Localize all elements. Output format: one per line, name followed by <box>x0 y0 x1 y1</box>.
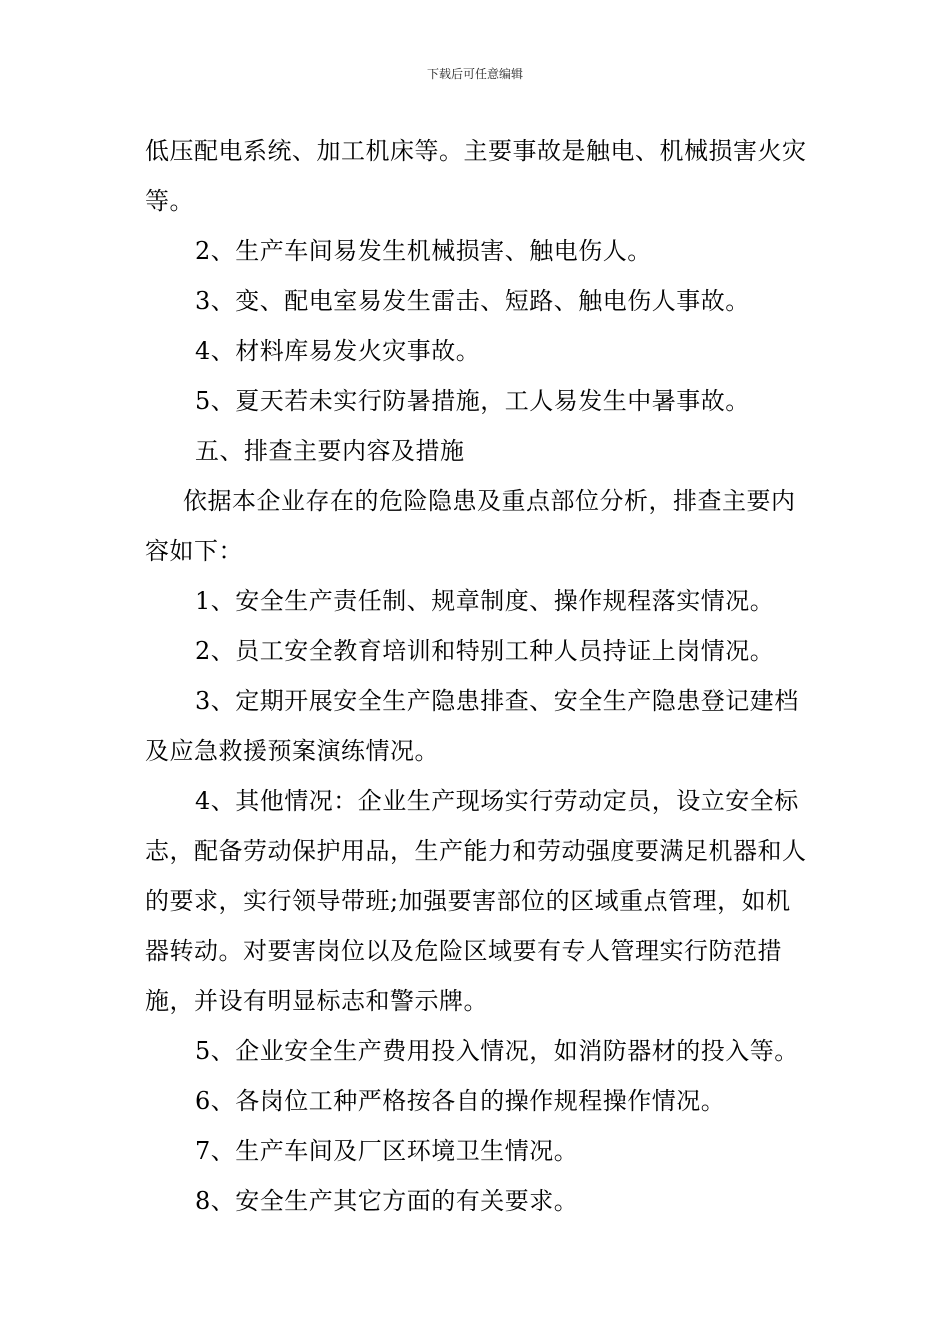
paragraph-check-1: 1、安全生产责任制、规章制度、操作规程落实情况。 <box>195 587 775 615</box>
paragraph-check-6: 6、各岗位工种严格按各自的操作规程操作情况。 <box>195 1087 726 1115</box>
paragraph-check-3: 3、定期开展安全生产隐患排查、安全生产隐患登记建档及应急救援预案演练情况。 <box>145 687 799 765</box>
paragraph-item-3: 3、变、配电室易发生雷击、短路、触电伤人事故。 <box>195 287 750 315</box>
paragraph-check-5: 5、企业安全生产费用投入情况，如消防器材的投入等。 <box>195 1037 799 1065</box>
paragraph-item-2: 2、生产车间易发生机械损害、触电伤人。 <box>195 237 652 265</box>
paragraph-item-4: 4、材料库易发火灾事故。 <box>195 337 481 365</box>
document-body <box>145 126 810 1226</box>
section-heading-five: 五、排查主要内容及措施 <box>195 437 465 465</box>
header-note: 下载后可任意编辑 <box>426 67 523 81</box>
paragraph-check-7: 7、生产车间及厂区环境卫生情况。 <box>195 1137 579 1165</box>
paragraph-check-8: 8、安全生产其它方面的有关要求。 <box>195 1187 579 1215</box>
paragraph-check-2: 2、员工安全教育培训和特别工种人员持证上岗情况。 <box>195 637 775 665</box>
paragraph-section-intro: 依据本企业存在的危险隐患及重点部位分析，排查主要内容如下： <box>145 487 796 565</box>
paragraph-item-5: 5、夏天若未实行防暑措施，工人易发生中暑事故。 <box>195 387 750 415</box>
paragraph-check-4: 4、其他情况：企业生产现场实行劳动定员，设立安全标志，配备劳动保护用品，生产能力和劳动强度要满足机器和人的要求，实行领导带班;加强要害部位的区域重点管理，如机器转动。对要害岗位以及危险区域要有专人管理实行防范措施，并设有明显标志和警示牌。 <box>145 787 807 1015</box>
paragraph-intro-continuation: 低压配电系统、加工机床等。主要事故是触电、机械损害火灾等。 <box>145 137 807 215</box>
